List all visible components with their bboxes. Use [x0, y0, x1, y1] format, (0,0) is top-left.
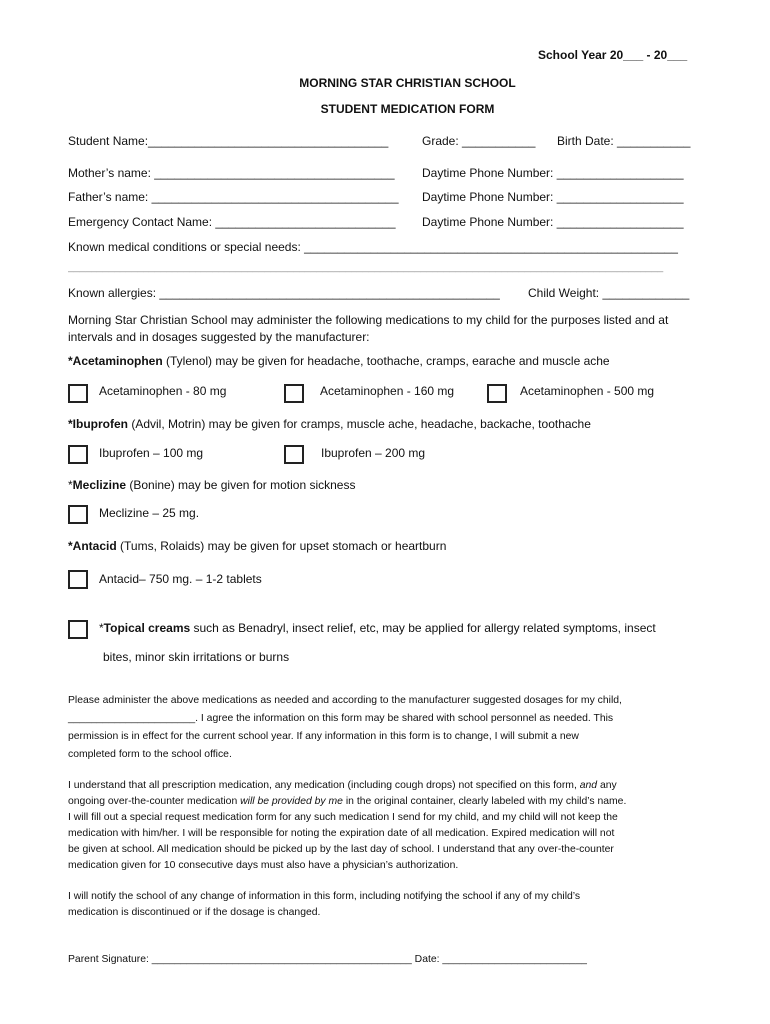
acetaminophen-heading: [68, 354, 610, 368]
consent-p2-line1: [68, 780, 617, 791]
acetaminophen-160-checkbox[interactable]: [284, 384, 304, 403]
father-name-field[interactable]: Father’s name: _____________________________________: [68, 190, 399, 204]
consent-p2-provided: will be provided by me: [240, 796, 343, 807]
mother-name-field[interactable]: Mother’s name: ____________________________________: [68, 166, 395, 180]
parent-signature-line[interactable]: Parent Signature: _____________________________________________ Date: _________________________: [68, 954, 587, 965]
acetaminophen-name: *Acetaminophen: [68, 354, 163, 368]
meclizine-25-label: Meclizine – 25 mg.: [99, 506, 200, 520]
consent-p2-d: in the original container, clearly labeled with my child’s name.: [342, 796, 627, 807]
meclizine-heading: [68, 478, 355, 492]
antacid-heading: [68, 539, 446, 553]
acetaminophen-desc: (Tylenol) may be given for headache, toothache, cramps, earache and muscle ache: [162, 354, 610, 368]
consent-p2-line3: I will fill out a special request medication form for any such medication I send for my child, and my child will not keep the: [68, 812, 618, 823]
meclizine-name: Meclizine: [72, 478, 127, 492]
ibuprofen-desc: (Advil, Motrin) may be given for cramps, muscle ache, headache, backache, toothache: [128, 417, 591, 431]
consent-p2-b: any: [597, 780, 617, 791]
meclizine-desc: (Bonine) may be given for motion sickness: [126, 478, 356, 492]
antacid-750-checkbox[interactable]: [68, 570, 88, 589]
grade-field[interactable]: Grade: ___________: [422, 134, 536, 148]
father-phone-field[interactable]: Daytime Phone Number: ___________________: [422, 190, 684, 204]
antacid-name: *Antacid: [68, 539, 117, 553]
consent-p2-line6: medication given for 10 consecutive days must also have a physician’s authorization.: [68, 860, 459, 871]
consent-p3-line1: I will notify the school of any change of information in this form, including notifying the school if any of my child’s: [68, 891, 581, 902]
medical-conditions-field[interactable]: Known medical conditions or special needs: ________________________________________________________: [68, 240, 678, 254]
ibuprofen-200-label: Ibuprofen – 200 mg: [321, 446, 426, 460]
topical-prefix: *: [99, 621, 104, 635]
child-weight-field[interactable]: Child Weight: _____________: [528, 286, 690, 300]
consent-p2-a: I understand that all prescription medication, any medication (including cough drops) not specified on this form,: [68, 780, 580, 791]
form-title: STUDENT MEDICATION FORM: [320, 102, 495, 116]
consent-p2-line5: be given at school. All medication should be picked up by the last day of school. I understand that any over-the-counter: [68, 844, 614, 855]
emergency-phone-field[interactable]: Daytime Phone Number: ___________________: [422, 215, 684, 229]
school-year: School Year 20___ - 20___: [538, 48, 688, 62]
meclizine-25-checkbox[interactable]: [68, 505, 88, 524]
birth-date-field[interactable]: Birth Date: ___________: [557, 134, 691, 148]
topical-name: Topical creams: [103, 621, 191, 635]
acetaminophen-80-label: Acetaminophen - 80 mg: [99, 384, 227, 398]
topical-desc-line2: bites, minor skin irritations or burns: [103, 650, 290, 664]
ibuprofen-100-checkbox[interactable]: [68, 445, 88, 464]
ibuprofen-heading: [68, 417, 591, 431]
acetaminophen-500-checkbox[interactable]: [487, 384, 507, 403]
ibuprofen-100-label: Ibuprofen – 100 mg: [99, 446, 204, 460]
allergies-field[interactable]: Known allergies: ___________________________________________________: [68, 286, 500, 300]
school-name: MORNING STAR CHRISTIAN SCHOOL: [299, 76, 516, 90]
antacid-desc: (Tums, Rolaids) may be given for upset stomach or heartburn: [116, 539, 447, 553]
acetaminophen-80-checkbox[interactable]: [68, 384, 88, 403]
meclizine-prefix: *: [68, 478, 73, 492]
intro-paragraph: Morning Star Christian School may administer the following medications to my child for the purposes listed and at intervals and in dosages suggested by the manufacturer:: [68, 313, 669, 344]
consent-p3-line2: medication is discontinued or if the dosage is changed.: [68, 907, 321, 918]
acetaminophen-500-label: Acetaminophen - 500 mg: [520, 384, 655, 398]
ibuprofen-name: *Ibuprofen: [68, 417, 128, 431]
ibuprofen-200-checkbox[interactable]: [284, 445, 304, 464]
consent-p2-and: and: [579, 780, 598, 791]
topical-desc: such as Benadryl, insect relief, etc, may be applied for allergy related symptoms, insect: [190, 621, 656, 635]
topical-heading: [99, 621, 656, 635]
consent-p1-line1: Please administer the above medications as needed and according to the manufacturer suggested dosages for my child,: [68, 695, 622, 706]
consent-p2-line2: [68, 796, 626, 807]
student-name-field[interactable]: Student Name:____________________________________: [68, 134, 389, 148]
acetaminophen-160-label: Acetaminophen - 160 mg: [320, 384, 455, 398]
mother-phone-field[interactable]: Daytime Phone Number: ___________________: [422, 166, 684, 180]
consent-p1-line2[interactable]: ______________________. I agree the information on this form may be shared with school personnel as needed. This: [68, 713, 614, 724]
consent-p2-c: ongoing over-the-counter medication: [68, 796, 241, 807]
consent-p1-line4: completed form to the school office.: [68, 749, 232, 760]
topical-creams-checkbox[interactable]: [68, 620, 88, 639]
consent-p2-line4: medication with him/her. I will be responsible for noting the expiration date of all medication. Expired medication will not: [68, 828, 615, 839]
medical-conditions-blank-line[interactable]: _______________________________________________________________________________________________________: [68, 262, 664, 273]
consent-p1-line3: permission is in effect for the current school year. If any information in this form is to change, I will submit a new: [68, 731, 579, 742]
emergency-contact-field[interactable]: Emergency Contact Name: ___________________________: [68, 215, 396, 229]
antacid-750-label: Antacid– 750 mg. – 1-2 tablets: [99, 572, 262, 586]
